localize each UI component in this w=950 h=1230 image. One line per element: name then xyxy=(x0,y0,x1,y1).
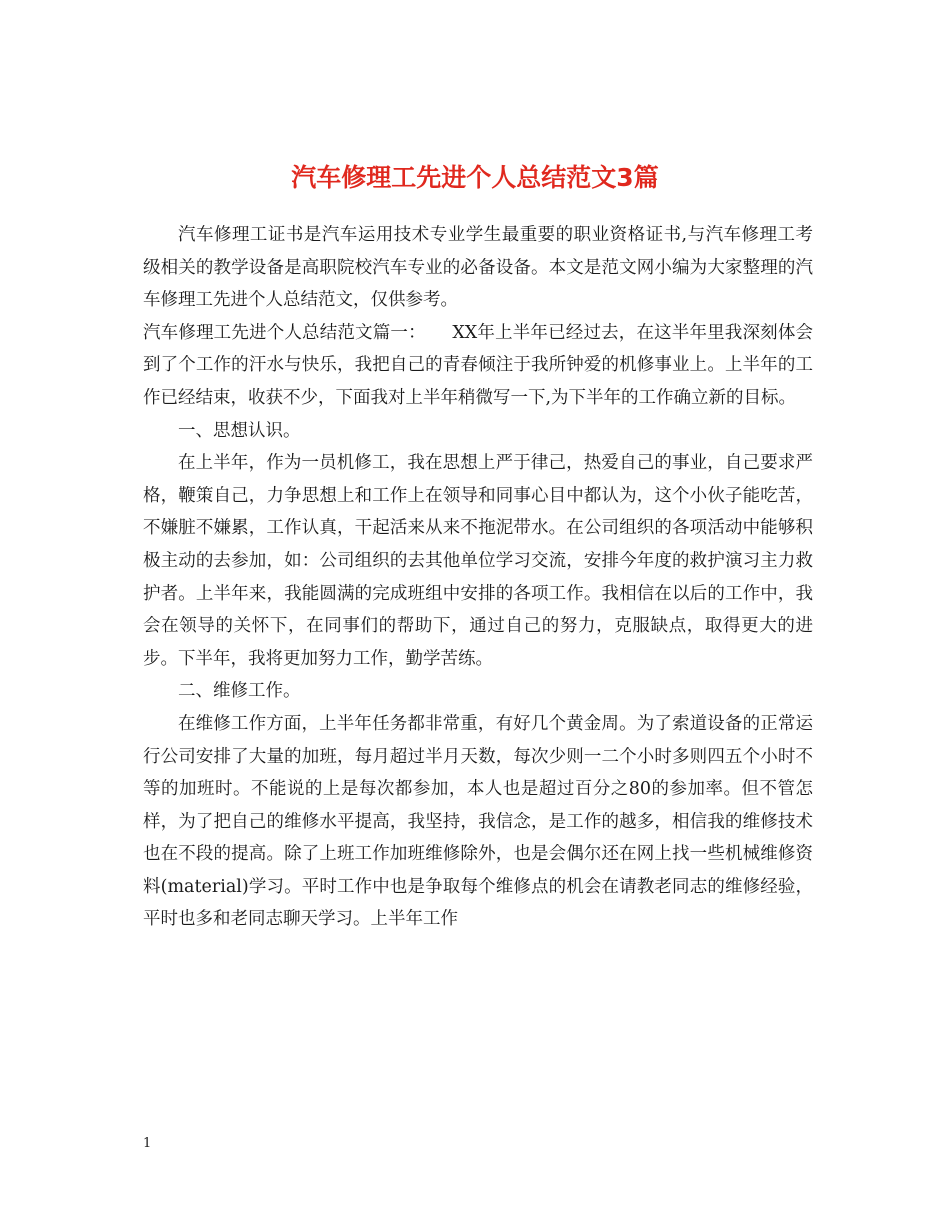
section-heading-thoughts: 一、思想认识。 xyxy=(178,420,301,441)
paragraph-article-one-opening: 汽车修理工先进个人总结范文篇一： XX年上半年已经过去，在这半年里我深刻体会到了个工作的汗水与快乐，我把自己的青春倾注于我所钟爱的机修事业上。上半年的工作已经结束，收获不少，下面我对上半年稍微写一下,为下半年的工作确立新的目标。 xyxy=(143,322,813,408)
paragraph-intro: 汽车修理工证书是汽车运用技术专业学生最重要的职业资格证书,与汽车修理工考级相关的教学设备是高职院校汽车专业的必备设备。本文是范文网小编为大家整理的汽车修理工先进个人总结范文，仅供参考。 xyxy=(143,225,813,311)
paragraph-thoughts: 在上半年，作为一员机修工，我在思想上严于律己，热爱自己的事业，自己要求严格，鞭策自己，力争思想上和工作上在领导和同事心目中都认为，这个小伙子能吃苦，不嫌脏不嫌累，工作认真，干起活来从来不拖泥带水。在公司组织的各项活动中能够积极主动的去参加，如：公司组织的去其他单位学习交流，安排今年度的救护演习主力救护者。上半年来，我能圆满的完成班组中安排的各项工作。我相信在以后的工作中，我会在领导的关怀下，在同事们的帮助下，通过自己的努力，克服缺点，取得更大的进步。下半年，我将更加努力工作，勤学苦练。 xyxy=(143,453,813,669)
paragraph-maintenance: 在维修工作方面，上半年任务都非常重，有好几个黄金周。为了索道设备的正常运行公司安排了大量的加班，每月超过半月天数，每次少则一二个小时多则四五个小时不等的加班时。不能说的上是每次都参加，本人也是超过百分之80的参加率。但不管怎样，为了把自己的维修水平提高，我坚持，我信念，是工作的越多，相信我的维修技术也在不段的提高。除了上班工作加班维修除外，也是会偶尔还在网上找一些机械维修资料(material)学习。平时工作中也是争取每个维修点的机会在请教老同志的维修经验，平时也多和老同志聊天学习。上半年工作 xyxy=(143,713,813,930)
section-heading-maintenance: 二、维修工作。 xyxy=(178,681,301,702)
page-number: 1 xyxy=(143,1136,152,1151)
document-title: 汽车修理工先进个人总结范文3篇 xyxy=(291,162,659,192)
document-body xyxy=(143,219,813,936)
